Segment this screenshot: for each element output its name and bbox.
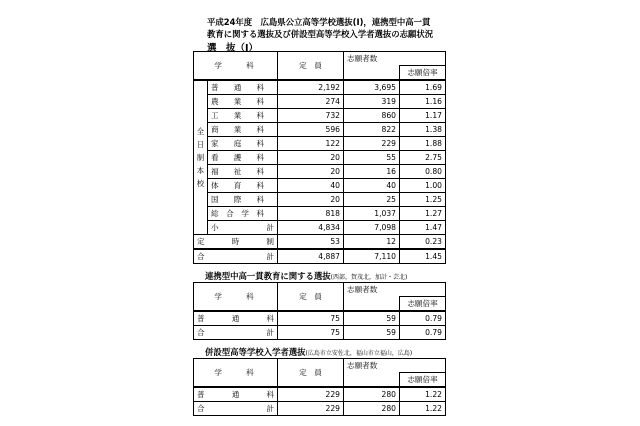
- row-name-left: 普: [197, 314, 205, 323]
- row-applicants: 319: [344, 95, 400, 109]
- total-ratio: 0.79: [400, 326, 446, 340]
- row-ratio: 1.69: [400, 80, 446, 95]
- heisetsu-table: [193, 358, 446, 416]
- table-row: [194, 311, 446, 326]
- teiji-ratio: 0.23: [400, 235, 446, 250]
- subtotal-capacity: 4,834: [278, 221, 344, 235]
- header-applicants: 志願者数: [344, 283, 446, 297]
- row-name: 家 庭 科: [208, 137, 278, 151]
- header-subject: 学 科: [194, 283, 278, 312]
- teiji-applicants: 12: [344, 235, 400, 250]
- row-name: 国 際 科: [208, 193, 278, 207]
- row-ratio: 1.38: [400, 123, 446, 137]
- section2-note: (西部，賀茂北，加計・芸北): [330, 274, 408, 281]
- fulltime-group-label: 全 日 制 本 校: [194, 80, 208, 235]
- table-row: [194, 165, 446, 179]
- table-row: [194, 151, 446, 165]
- row-ratio: 1.25: [400, 193, 446, 207]
- row-name-mid: 通: [231, 314, 240, 323]
- row-name: 農 業 科: [208, 95, 278, 109]
- row-applicants: 229: [344, 137, 400, 151]
- table-row: [194, 123, 446, 137]
- row-applicants: 55: [344, 151, 400, 165]
- row-ratio: 1.17: [400, 109, 446, 123]
- row-capacity: 229: [278, 387, 344, 402]
- row-applicants: 40: [344, 179, 400, 193]
- row-ratio: 0.80: [400, 165, 446, 179]
- row-applicants: 280: [344, 387, 400, 402]
- total-capacity: 229: [278, 402, 344, 416]
- total-row: [194, 326, 446, 340]
- row-name: 工 業 科: [208, 109, 278, 123]
- row-name-right: 科: [266, 390, 274, 399]
- row-name: 商 業 科: [208, 123, 278, 137]
- total-right: 計: [266, 404, 274, 413]
- row-applicants: 25: [344, 193, 400, 207]
- subtotal-applicants: 7,098: [344, 221, 400, 235]
- header-subject: 学 科: [194, 359, 278, 388]
- row-capacity: 732: [278, 109, 344, 123]
- row-applicants: 1,037: [344, 207, 400, 221]
- header-capacity: 定 員: [278, 359, 344, 388]
- row-capacity: 818: [278, 207, 344, 221]
- document-heading: [207, 16, 507, 40]
- heading-line-2: 教育に関する選抜及び併設型高等学校入学者選抜の志願状況: [207, 29, 434, 39]
- total-row: [194, 249, 446, 264]
- section3-title-text: 併設型高等学校入学者選抜: [205, 347, 306, 357]
- teiji-b: 時: [231, 237, 240, 246]
- section1-title: 選 抜（Ⅰ）: [207, 43, 259, 54]
- subtotal-row: [194, 221, 446, 235]
- subtotal-right: 計: [266, 223, 274, 232]
- row-name: 看 護 科: [208, 151, 278, 165]
- row-ratio: 2.75: [400, 151, 446, 165]
- row-ratio: 1.27: [400, 207, 446, 221]
- row-capacity: 122: [278, 137, 344, 151]
- total-applicants: 7,110: [344, 249, 400, 264]
- row-capacity: 596: [278, 123, 344, 137]
- table-row: [194, 137, 446, 151]
- section2-title-text: 連携型中高一貫教育に関する選抜: [205, 271, 331, 281]
- row-name-mid: 通: [231, 390, 240, 399]
- header-subject: 学 科: [194, 52, 278, 81]
- teiji-row: [194, 235, 446, 250]
- renkei-table: [193, 282, 446, 340]
- row-capacity: 75: [278, 311, 344, 326]
- row-ratio: 1.00: [400, 179, 446, 193]
- row-capacity: 20: [278, 165, 344, 179]
- row-capacity: 2,192: [278, 80, 344, 95]
- table-row: [194, 207, 446, 221]
- total-left: 合: [197, 328, 205, 337]
- row-ratio: 1.88: [400, 137, 446, 151]
- teiji-capacity: 53: [278, 235, 344, 250]
- row-ratio: 0.79: [400, 311, 446, 326]
- row-name: 体 育 科: [208, 179, 278, 193]
- section3-title: [205, 346, 412, 358]
- header-ratio: 志願倍率: [400, 66, 446, 81]
- row-capacity: 274: [278, 95, 344, 109]
- teiji-c: 制: [266, 237, 274, 246]
- row-name-left: 普: [197, 390, 205, 399]
- total-applicants: 280: [344, 402, 400, 416]
- subtotal-left: 小: [211, 223, 219, 232]
- section2-title: [205, 270, 407, 282]
- total-capacity: 4,887: [278, 249, 344, 264]
- header-ratio: 志願倍率: [400, 297, 446, 312]
- row-ratio: 1.22: [400, 387, 446, 402]
- header-applicants: 志願者数: [344, 359, 446, 373]
- header-capacity: 定 員: [278, 283, 344, 312]
- row-name-right: 科: [266, 314, 274, 323]
- total-capacity: 75: [278, 326, 344, 340]
- total-ratio: 1.45: [400, 249, 446, 264]
- table-row: [194, 193, 446, 207]
- header-applicants: 志願者数: [344, 52, 446, 66]
- selection-1-table: [193, 51, 446, 264]
- teiji-a: 定: [197, 237, 205, 246]
- total-row: [194, 402, 446, 416]
- table-row: [194, 109, 446, 123]
- header-ratio: 志願倍率: [400, 373, 446, 388]
- table-row: [194, 95, 446, 109]
- row-applicants: 3,695: [344, 80, 400, 95]
- table-row: [194, 179, 446, 193]
- row-name: 総 合 学 科: [208, 207, 278, 221]
- total-applicants: 59: [344, 326, 400, 340]
- row-capacity: 20: [278, 151, 344, 165]
- heading-line-1: 平成24年度 広島県公立高等学校選抜(Ⅰ)，連携型中高一貫: [207, 17, 431, 27]
- row-applicants: 860: [344, 109, 400, 123]
- row-capacity: 40: [278, 179, 344, 193]
- total-right: 計: [266, 252, 274, 261]
- row-applicants: 822: [344, 123, 400, 137]
- header-capacity: 定 員: [278, 52, 344, 81]
- section3-note: (広島市立安佐北，福山市立福山，広島): [305, 350, 413, 357]
- total-left: 合: [197, 404, 205, 413]
- row-capacity: 20: [278, 193, 344, 207]
- subtotal-ratio: 1.47: [400, 221, 446, 235]
- table-row: [194, 387, 446, 402]
- total-left: 合: [197, 252, 205, 261]
- row-applicants: 59: [344, 311, 400, 326]
- row-name: 普 通 科: [208, 80, 278, 95]
- row-name: 福 祉 科: [208, 165, 278, 179]
- row-applicants: 16: [344, 165, 400, 179]
- row-ratio: 1.16: [400, 95, 446, 109]
- total-right: 計: [266, 328, 274, 337]
- total-ratio: 1.22: [400, 402, 446, 416]
